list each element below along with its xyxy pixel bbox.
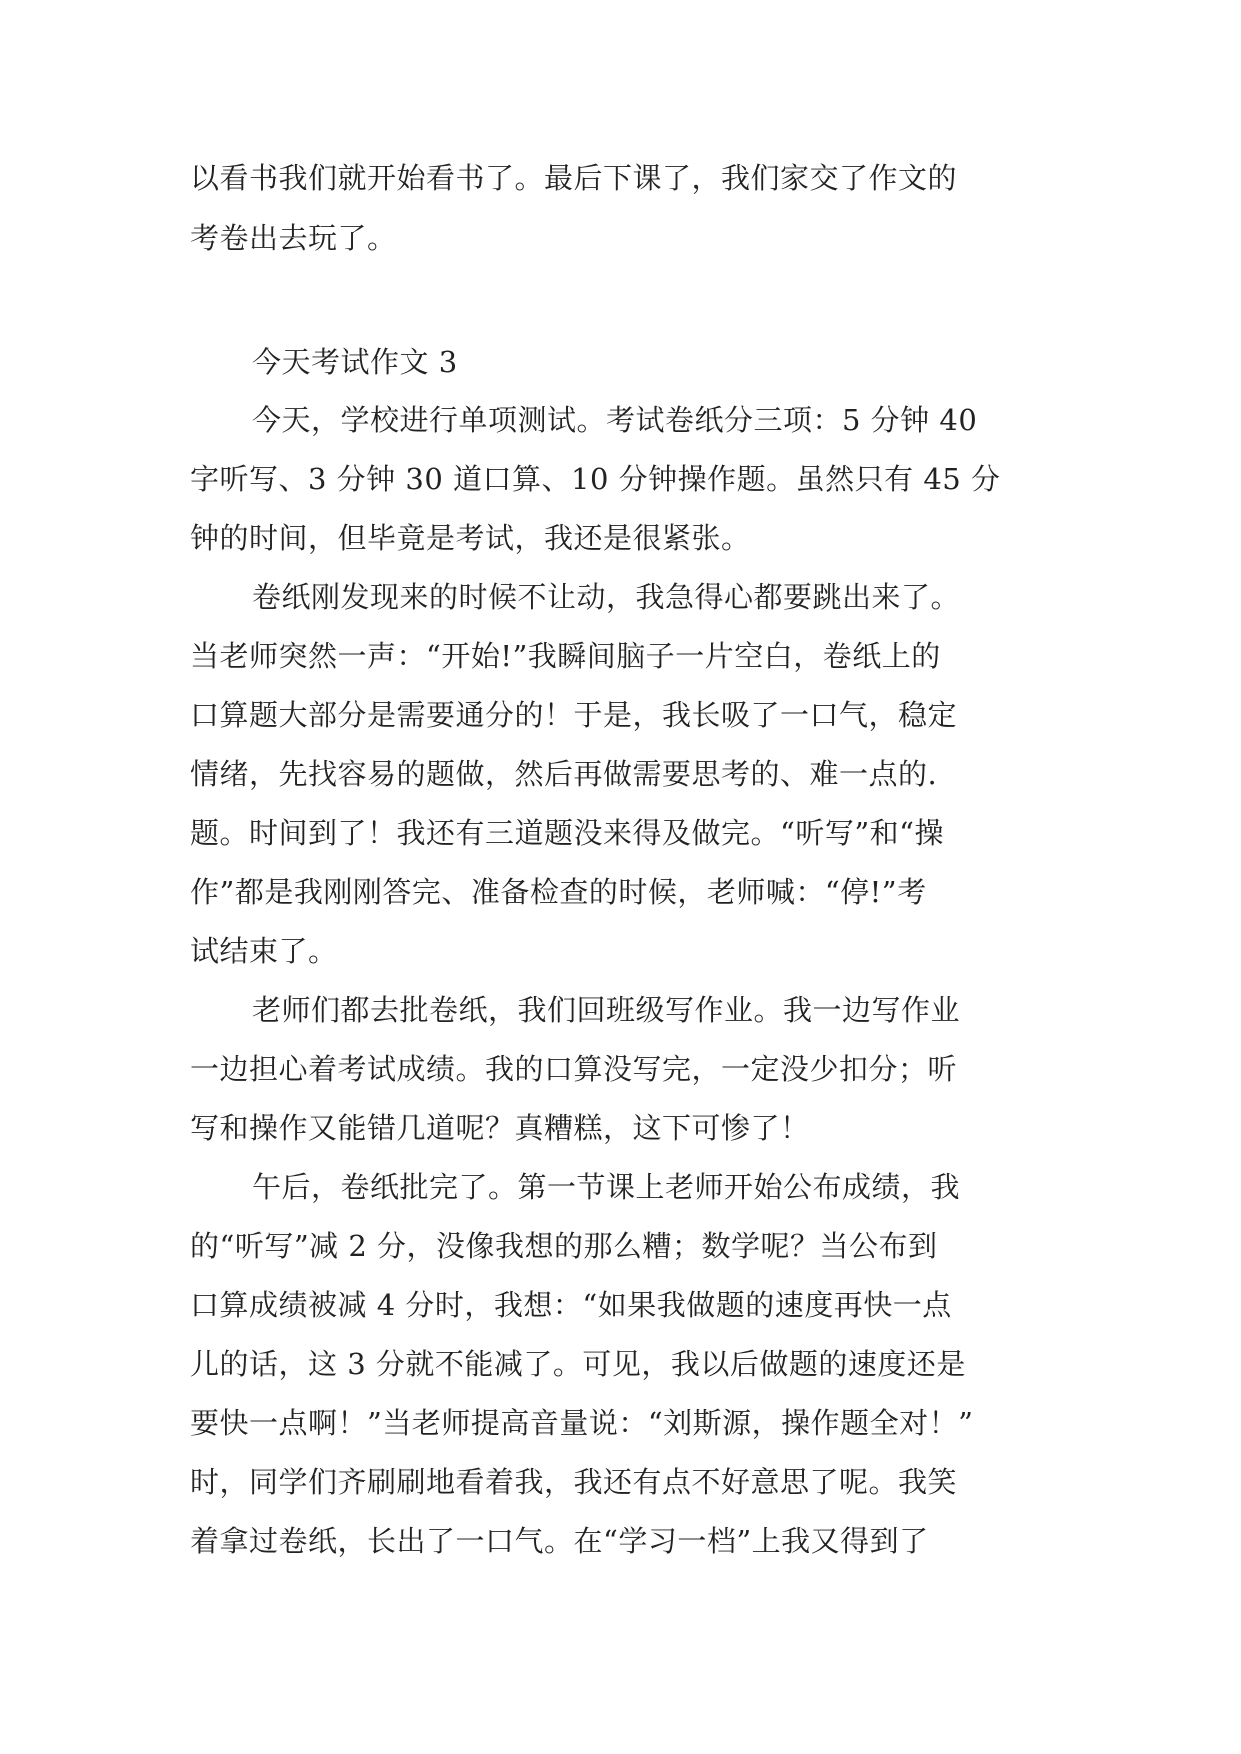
- text-line-14: 老师们都去批卷纸，我们回班级写作业。我一边写作业: [252, 993, 961, 1027]
- text-line-16: 写和操作又能错几道呢？真糟糕，这下可惨了！: [190, 1111, 810, 1145]
- text-line-20: 儿的话，这 3 分就不能减了。可见，我以后做题的速度还是: [190, 1347, 966, 1381]
- text-line-6: 钟的时间，但毕竟是考试，我还是很紧张。: [190, 521, 751, 555]
- text-line-21: 要快一点啊！”当老师提高音量说：“刘斯源，操作题全对！”: [190, 1406, 974, 1440]
- text-line-4: 今天，学校进行单项测试。考试卷纸分三项：5 分钟 40: [252, 403, 978, 437]
- text-line-13: 试结束了。: [190, 934, 338, 968]
- text-line-15: 一边担心着考试成绩。我的口算没写完，一定没少扣分；听: [190, 1052, 958, 1086]
- text-line-1: 以看书我们就开始看书了。最后下课了，我们家交了作文的: [190, 161, 958, 195]
- text-line-17: 午后，卷纸批完了。第一节课上老师开始公布成绩，我: [252, 1170, 961, 1204]
- section-heading: 今天考试作文 3: [252, 345, 458, 379]
- text-line-2: 考卷出去玩了。: [190, 221, 397, 255]
- text-line-10: 情绪，先找容易的题做，然后再做需要思考的、难一点的.: [190, 757, 938, 791]
- text-line-18: 的“听写”减 2 分，没像我想的那么糟；数学呢？当公布到: [190, 1229, 938, 1263]
- text-line-22: 时，同学们齐刷刷地看着我，我还有点不好意思了呢。我笑: [190, 1465, 958, 1499]
- text-line-12: 作”都是我刚刚答完、准备检查的时候，老师喊：“停!”考: [190, 875, 927, 909]
- text-line-7: 卷纸刚发现来的时候不让动，我急得心都要跳出来了。: [252, 580, 961, 614]
- text-line-19: 口算成绩被减 4 分时，我想：“如果我做题的速度再快一点: [190, 1288, 952, 1322]
- text-line-8: 当老师突然一声：“开始!”我瞬间脑子一片空白，卷纸上的: [190, 639, 941, 673]
- text-line-11: 题。时间到了！我还有三道题没来得及做完。“听写”和“操: [190, 816, 944, 850]
- text-line-5: 字听写、3 分钟 30 道口算、10 分钟操作题。虽然只有 45 分: [190, 462, 1001, 496]
- text-line-23: 着拿过卷纸，长出了一口气。在“学习一档”上我又得到了: [190, 1524, 929, 1558]
- text-line-9: 口算题大部分是需要通分的！于是，我长吸了一口气，稳定: [190, 698, 958, 732]
